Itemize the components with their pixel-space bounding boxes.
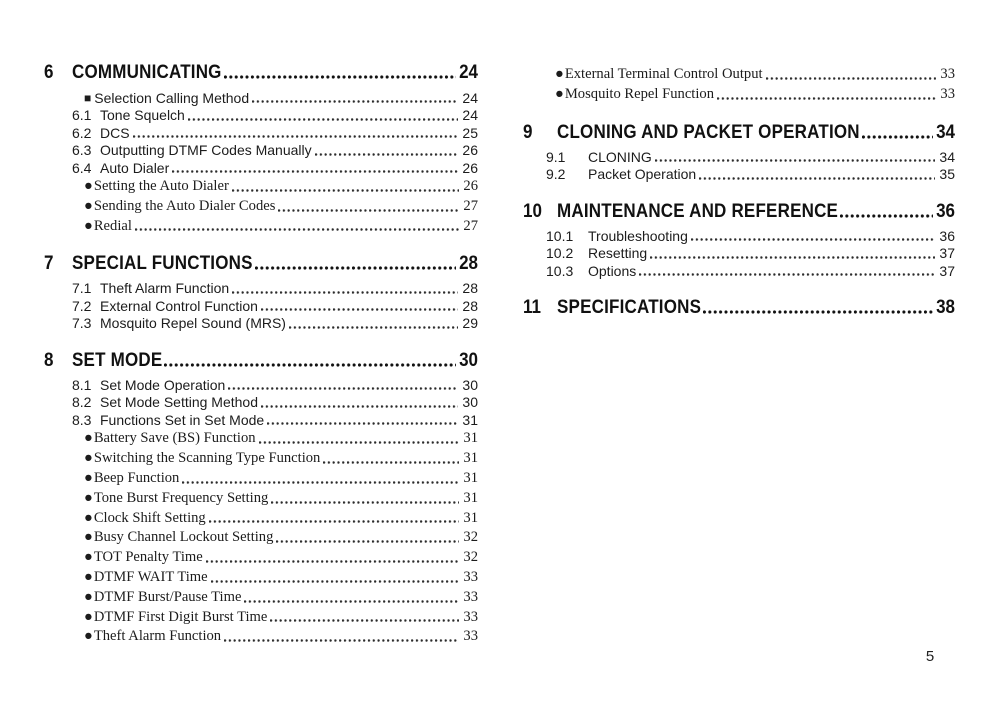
toc-entry-page: 29: [462, 315, 478, 332]
toc-entry-number: 6.4: [72, 159, 92, 176]
section-number: 10: [523, 199, 542, 222]
dot-leader: [766, 77, 937, 80]
toc-entry-label: Busy Channel Lockout Setting: [93, 529, 274, 546]
section-heading: [523, 297, 955, 319]
toc-entry-page: 26: [462, 142, 478, 158]
toc-entry-label: TOT Penalty Time: [93, 549, 203, 566]
toc-entry-page: 37: [939, 262, 955, 279]
toc-entry-label: External Terminal Control Output: [564, 66, 763, 82]
bullet-icon: ●: [84, 178, 93, 194]
section-page: 38: [936, 295, 955, 318]
toc-entry-label: Auto Dialer: [100, 159, 170, 176]
dot-leader: [164, 363, 456, 367]
dot-leader: [224, 75, 456, 79]
toc-entry: [523, 263, 955, 281]
toc-left-column: [44, 62, 478, 647]
dot-leader: [261, 405, 458, 408]
dot-leader: [209, 520, 460, 523]
toc-entry-label: Beep Function: [93, 469, 180, 486]
toc-entry-page: 26: [462, 159, 478, 176]
dot-leader: [278, 209, 459, 212]
section-heading: [44, 253, 478, 275]
toc-entry: [44, 469, 478, 489]
toc-entry-page: 31: [463, 489, 478, 506]
dot-leader: [315, 153, 459, 156]
dot-leader: [261, 308, 458, 311]
bullet-icon: ●: [84, 450, 93, 467]
dot-leader: [133, 135, 459, 138]
toc-entry: [44, 429, 478, 449]
toc-entry-label: Battery Save (BS) Function: [93, 430, 256, 447]
toc-entry: [44, 177, 478, 197]
toc-entry-page: 24: [462, 107, 478, 123]
dot-leader: [650, 256, 935, 259]
toc-entry-page: 33: [940, 85, 955, 102]
dot-leader: [211, 580, 460, 583]
toc-entry-label: External Control Function: [100, 297, 258, 314]
dot-leader: [655, 159, 936, 162]
toc-entry: [44, 608, 478, 628]
toc-entry-number: 10.3: [546, 262, 574, 279]
section-page: 36: [936, 199, 955, 222]
toc-entry: [523, 228, 955, 246]
toc-entry-label: Setting the Auto Dialer: [93, 178, 229, 194]
toc-entry-number: 6.2: [72, 124, 92, 141]
toc-entry-page: 32: [463, 529, 478, 546]
dot-leader: [255, 266, 456, 270]
dot-leader: [182, 481, 459, 484]
bullet-icon: ●: [555, 85, 564, 102]
bullet-icon: ●: [84, 588, 93, 605]
toc-entry-number: 10.2: [546, 245, 574, 262]
toc-entry: [523, 245, 955, 263]
toc-entry-page: 35: [939, 166, 955, 183]
section-title: SPECIFICATIONS: [557, 295, 702, 318]
toc-entry-label: Mosquito Repel Function: [564, 85, 715, 102]
toc-entry-page: 32: [463, 549, 478, 566]
toc-entry-page: 34: [939, 148, 955, 165]
toc-entry-label: Outputting DTMF Codes Manually: [100, 142, 312, 158]
toc-entry-number: 9.2: [546, 166, 566, 183]
toc-entry-label: Sending the Auto Dialer Codes: [93, 197, 276, 214]
toc-entry-number: 6.1: [72, 107, 92, 123]
dot-leader: [228, 387, 458, 390]
bullet-icon: ●: [555, 66, 564, 82]
toc-entry: [44, 588, 478, 608]
toc-entry-page: 27: [463, 217, 478, 234]
toc-entry-label: Selection Calling Method: [94, 90, 250, 106]
toc-entry: [44, 449, 478, 469]
section-heading: [44, 350, 478, 372]
toc-entry-label: Redial: [93, 217, 132, 234]
section-page: 28: [459, 252, 478, 274]
dot-leader: [270, 619, 459, 622]
bullet-icon: ●: [84, 529, 93, 546]
toc-entry-page: 36: [939, 227, 955, 244]
toc-entry-label: Options: [588, 262, 637, 279]
toc-entry-label: Resetting: [588, 245, 648, 262]
toc-entry: [44, 315, 478, 333]
toc-entry-number: 6.3: [72, 142, 92, 158]
dot-leader: [267, 422, 458, 425]
toc-entry: [44, 489, 478, 509]
toc-entry-number: 7.2: [72, 297, 92, 314]
toc-section: [523, 122, 955, 184]
section-title: SET MODE: [72, 348, 163, 371]
toc-section: [44, 62, 478, 236]
toc-entry-label: DTMF WAIT Time: [93, 568, 208, 585]
toc-entry-number: 9.1: [546, 148, 566, 165]
dot-leader: [259, 441, 460, 444]
toc-entry-label: Troubleshooting: [588, 227, 688, 244]
bullet-icon: ●: [84, 430, 93, 447]
bullet-icon: ●: [84, 608, 93, 625]
toc-entry-label: DCS: [100, 124, 130, 141]
section-number: 11: [523, 295, 541, 318]
toc-entry: [44, 89, 478, 107]
toc-entry: [44, 197, 478, 217]
toc-entry: [44, 107, 478, 125]
toc-entry: [44, 160, 478, 178]
section-heading: [523, 122, 955, 144]
toc-entry-number: 7.1: [72, 280, 92, 297]
dot-leader: [206, 560, 460, 563]
toc-entry-label: Set Mode Setting Method: [100, 394, 258, 411]
bullet-icon: ●: [84, 568, 93, 585]
toc-section: [44, 350, 478, 647]
dot-leader: [639, 273, 935, 276]
toc-entry-label: Clock Shift Setting: [93, 509, 206, 526]
section-number: 9: [523, 120, 533, 143]
toc-entry-number: 8.3: [72, 411, 92, 428]
toc-entry-label: CLONING: [588, 148, 652, 165]
toc-entry: [44, 298, 478, 316]
toc-entry-number: 8.1: [72, 376, 92, 393]
toc-entry: [44, 627, 478, 647]
toc-entry-page: 26: [463, 178, 478, 194]
toc-entry-page: 31: [463, 509, 478, 526]
dot-leader: [323, 461, 459, 464]
dot-leader: [172, 170, 458, 173]
section-number: 7: [44, 252, 54, 274]
page-number: 5: [925, 648, 935, 665]
toc-right-column: [523, 65, 955, 324]
toc-entry: [44, 217, 478, 237]
toc-entry-label: Switching the Scanning Type Function: [93, 450, 321, 467]
toc-entry-page: 33: [463, 568, 478, 585]
dot-leader: [276, 540, 459, 543]
dot-leader: [135, 228, 459, 231]
dot-leader: [252, 100, 458, 103]
bullet-icon: ●: [84, 628, 93, 645]
toc-entry-page: 31: [463, 430, 478, 447]
dot-leader: [244, 600, 459, 603]
toc-entry-page: 30: [462, 394, 478, 411]
toc-entry-page: 33: [463, 588, 478, 605]
toc-entry: [44, 125, 478, 143]
dot-leader: [840, 214, 933, 218]
bullet-icon: ●: [84, 217, 93, 234]
toc-entry: [44, 394, 478, 412]
toc-entry: [44, 528, 478, 548]
dot-leader: [232, 291, 458, 294]
toc-entry-page: 37: [939, 245, 955, 262]
toc-entry: [44, 280, 478, 298]
toc-entry-page: 25: [462, 124, 478, 141]
dot-leader: [717, 97, 936, 100]
section-number: 8: [44, 348, 54, 371]
section-heading: [44, 62, 478, 84]
toc-entry-label: Mosquito Repel Sound (MRS): [100, 315, 286, 332]
square-icon: ■: [84, 91, 92, 105]
dot-leader: [289, 326, 458, 329]
toc-entry-page: 31: [463, 469, 478, 486]
toc-entry: [523, 149, 955, 167]
section-title: SPECIAL FUNCTIONS: [72, 252, 253, 274]
bullet-icon: ●: [84, 509, 93, 526]
toc-entry-label: Tone Burst Frequency Setting: [93, 489, 269, 506]
toc-entry: [44, 142, 478, 160]
toc-entry: [44, 412, 478, 430]
section-title: CLONING AND PACKET OPERATION: [557, 120, 860, 143]
toc-entry: [44, 377, 478, 395]
section-number: 6: [44, 60, 54, 83]
toc-entry-label: Tone Squelch: [100, 107, 185, 123]
toc-entry: [523, 166, 955, 184]
toc-entry-label: Set Mode Operation: [100, 376, 226, 393]
toc-entry-page: 33: [463, 628, 478, 645]
toc-entry-label: DTMF Burst/Pause Time: [93, 588, 242, 605]
section-heading: [523, 201, 955, 223]
toc-entry-label: DTMF First Digit Burst Time: [93, 608, 268, 625]
toc-entry-page: 31: [462, 411, 478, 428]
toc-entry-page: 24: [462, 90, 478, 106]
dot-leader: [232, 189, 460, 192]
toc-entry-page: 28: [462, 280, 478, 297]
section-title: COMMUNICATING: [72, 60, 222, 83]
bullet-icon: ●: [84, 197, 93, 214]
toc-entry-number: 8.2: [72, 394, 92, 411]
toc-entry: [523, 85, 955, 105]
toc-entry: [44, 509, 478, 529]
toc-entry-number: 10.1: [546, 227, 574, 244]
dot-leader: [699, 177, 935, 180]
toc-entry: [44, 548, 478, 568]
section-page: 24: [459, 60, 478, 83]
toc-entry: [523, 65, 955, 85]
bullet-icon: ●: [84, 489, 93, 506]
toc-section: [523, 201, 955, 281]
toc-entry-label: Theft Alarm Function: [100, 280, 230, 297]
toc-entry-page: 33: [463, 608, 478, 625]
dot-leader: [224, 639, 459, 642]
toc-entry-label: Theft Alarm Function: [93, 628, 222, 645]
toc-entry: [44, 568, 478, 588]
dot-leader: [188, 118, 459, 121]
toc-entry-label: Functions Set in Set Mode: [100, 411, 265, 428]
dot-leader: [271, 501, 459, 504]
toc-entry-page: 31: [463, 450, 478, 467]
bullet-icon: ●: [84, 469, 93, 486]
toc-entry-number: 7.3: [72, 315, 92, 332]
dot-leader: [691, 238, 936, 241]
section-title: MAINTENANCE AND REFERENCE: [557, 199, 839, 222]
toc-entry-page: 30: [462, 376, 478, 393]
toc-entry-page: 27: [463, 197, 478, 214]
toc-entry-page: 28: [462, 297, 478, 314]
section-page: 34: [936, 120, 955, 143]
dot-leader: [703, 310, 933, 314]
toc-entry-label: Packet Operation: [588, 166, 697, 183]
toc-entry-page: 33: [940, 66, 955, 82]
section-page: 30: [459, 348, 478, 371]
toc-section: [523, 297, 955, 319]
toc-section: [44, 253, 478, 333]
bullet-icon: ●: [84, 549, 93, 566]
dot-leader: [862, 135, 933, 139]
